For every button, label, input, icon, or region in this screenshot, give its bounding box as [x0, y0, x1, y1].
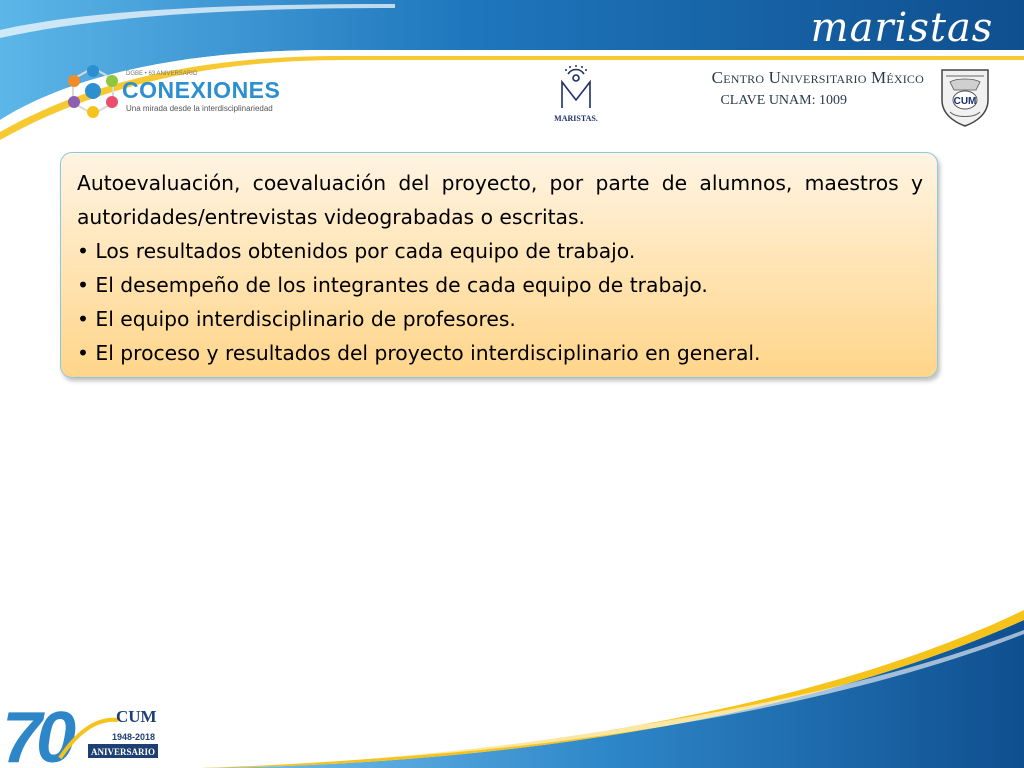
content-callout-box: [60, 152, 938, 378]
conexiones-overline: DGBE • 63 ANIVERSARIO: [126, 71, 198, 77]
cum-monogram: CUM: [116, 707, 157, 726]
conexiones-title: CONEXIONES: [122, 77, 281, 103]
content-bullet-3: • El equipo interdisciplinario de profesores.: [77, 307, 516, 331]
conexiones-network-icon: [66, 64, 120, 118]
unam-shield-label: CUM: [953, 96, 977, 107]
content-bullet-4: • El proceso y resultados del proyecto interdisciplinario en general.: [77, 341, 761, 365]
unam-shield-logo: [936, 64, 994, 128]
maristas-monogram-icon: [548, 64, 604, 114]
conexiones-subtitle: Una mirada desde la interdisciplinariedad: [126, 104, 273, 113]
institution-name: Centro Universitario México: [711, 68, 924, 87]
maristas-seal-label: MARISTAS.: [554, 114, 598, 123]
anniversary-label: ANIVERSARIO: [90, 747, 156, 757]
maristas-seal-logo: [548, 64, 604, 128]
institution-code: CLAVE UNAM: 1009: [720, 93, 847, 108]
content-bullet-1: • Los resultados obtenidos por cada equipo de trabajo.: [77, 239, 636, 263]
anniversary-years: 1948-2018: [112, 732, 156, 742]
content-bullet-2: • El desempeño de los integrantes de cada equipo de trabajo.: [77, 273, 708, 297]
anniversary-number: 70: [2, 698, 71, 768]
content-intro: Autoevaluación, coevaluación del proyecto, por parte de alumnos, maestros y autoridades/entrevistas videograbadas o escritas.: [77, 171, 923, 229]
seventy-anniversary-logo: [0, 698, 170, 768]
content-text-block: [77, 166, 923, 370]
maristas-script-logo: maristas: [810, 5, 994, 51]
conexiones-logo: [66, 64, 281, 120]
